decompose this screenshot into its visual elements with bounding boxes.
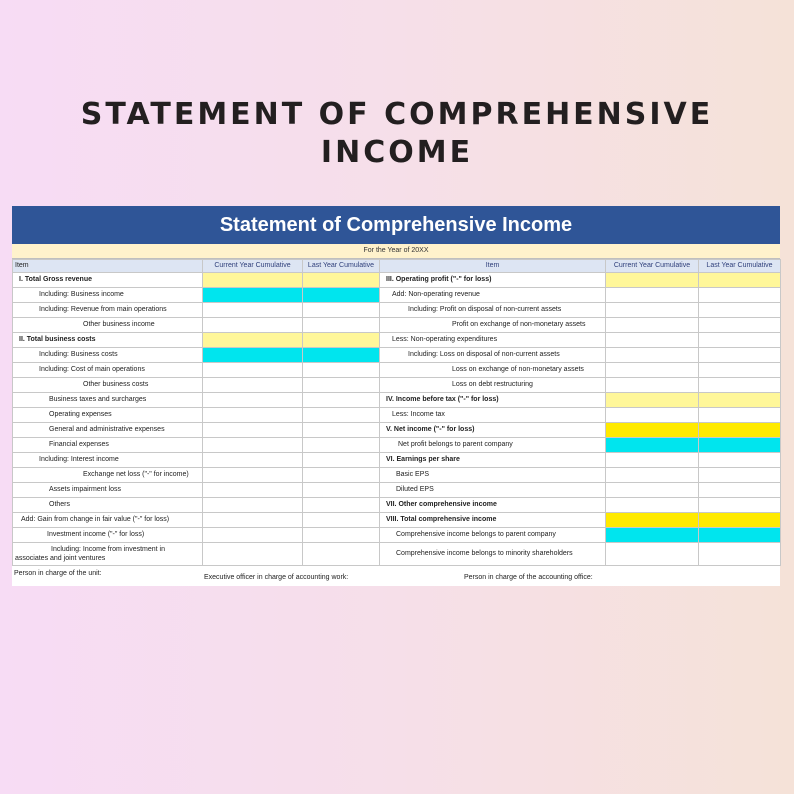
row-label-right: V. Net income ("-" for loss) (380, 423, 606, 438)
footer-unit-label: Person in charge of the unit: (14, 570, 102, 577)
cell-current-right[interactable] (606, 423, 699, 438)
cell-current-right[interactable] (606, 513, 699, 528)
table-row (13, 423, 781, 438)
cell-last-left[interactable] (303, 543, 380, 566)
table-row (13, 438, 781, 453)
cell-last-left[interactable] (303, 483, 380, 498)
row-label-left: Including: Business income (13, 288, 203, 303)
cell-current-left[interactable] (203, 438, 303, 453)
cell-last-right[interactable] (699, 453, 781, 468)
headline-line-2: INCOME (320, 135, 474, 170)
cell-last-right[interactable] (699, 273, 781, 288)
sheet-title: Statement of Comprehensive Income (12, 206, 780, 244)
cell-current-right[interactable] (606, 348, 699, 363)
headline-line-1: STATEMENT OF COMPREHENSIVE (80, 97, 714, 132)
cell-last-left[interactable] (303, 333, 380, 348)
cell-last-right[interactable] (699, 393, 781, 408)
table-row (13, 468, 781, 483)
row-label-left: Investment income ("-" for loss) (13, 528, 203, 543)
cell-last-left[interactable] (303, 528, 380, 543)
cell-last-left[interactable] (303, 318, 380, 333)
header-last-right: Last Year Cumulative (699, 260, 781, 273)
row-label-right: IV. Income before tax ("-" for loss) (380, 393, 606, 408)
row-label-left: II. Total business costs (13, 333, 203, 348)
cell-current-right[interactable] (606, 363, 699, 378)
cell-last-left[interactable] (303, 498, 380, 513)
cell-current-left[interactable] (203, 513, 303, 528)
cell-current-right[interactable] (606, 378, 699, 393)
cell-last-left[interactable] (303, 303, 380, 318)
table-row (13, 273, 781, 288)
cell-last-left[interactable] (303, 468, 380, 483)
cell-current-right[interactable] (606, 543, 699, 566)
cell-current-right[interactable] (606, 498, 699, 513)
cell-last-left[interactable] (303, 438, 380, 453)
table-row (13, 318, 781, 333)
cell-current-right[interactable] (606, 468, 699, 483)
footer-executive-label: Executive officer in charge of accounting work: (204, 574, 349, 581)
page-headline (0, 96, 794, 172)
table-row (13, 348, 781, 363)
table-row (13, 513, 781, 528)
row-label-left-line-1: Including: Income from investment in (51, 546, 165, 553)
header-current-right: Current Year Cumulative (606, 260, 699, 273)
cell-last-right[interactable] (699, 483, 781, 498)
sheet-subtitle: For the Year of 20XX (12, 244, 780, 259)
cell-current-left[interactable] (203, 498, 303, 513)
cell-current-left[interactable] (203, 393, 303, 408)
cell-current-right[interactable] (606, 303, 699, 318)
table-row (13, 333, 781, 348)
cell-last-left[interactable] (303, 423, 380, 438)
cell-last-left[interactable] (303, 363, 380, 378)
signature-footer (12, 570, 780, 586)
cell-last-left[interactable] (303, 393, 380, 408)
header-current-left: Current Year Cumulative (203, 260, 303, 273)
cell-current-left[interactable] (203, 453, 303, 468)
cell-current-right[interactable] (606, 393, 699, 408)
cell-last-right[interactable] (699, 513, 781, 528)
cell-last-right[interactable] (699, 438, 781, 453)
cell-current-left[interactable] (203, 423, 303, 438)
row-label-left: Including: Interest income (13, 453, 203, 468)
cell-current-right[interactable] (606, 438, 699, 453)
cell-last-right[interactable] (699, 348, 781, 363)
cell-last-left[interactable] (303, 273, 380, 288)
table-row (13, 378, 781, 393)
cell-current-left[interactable] (203, 348, 303, 363)
cell-last-left[interactable] (303, 378, 380, 393)
row-label-left: Including: Cost of main operations (13, 363, 203, 378)
cell-current-left[interactable] (203, 468, 303, 483)
cell-last-right[interactable] (699, 288, 781, 303)
cell-last-left[interactable] (303, 513, 380, 528)
cell-last-right[interactable] (699, 498, 781, 513)
cell-last-left[interactable] (303, 408, 380, 423)
table-row (13, 408, 781, 423)
header-item-right: Item (380, 260, 606, 273)
header-item-left: Item (13, 260, 203, 273)
row-label-right: VII. Other comprehensive income (380, 498, 606, 513)
row-label-right: Loss on debt restructuring (380, 378, 606, 393)
row-label-right: Basic EPS (380, 468, 606, 483)
cell-current-left[interactable] (203, 528, 303, 543)
cell-last-right[interactable] (699, 303, 781, 318)
footer-office-label: Person in charge of the accounting office: (464, 574, 593, 581)
row-label-right: Including: Profit on disposal of non-current assets (380, 303, 606, 318)
cell-last-right[interactable] (699, 468, 781, 483)
row-label-left: Exchange net loss ("-" for income) (13, 468, 203, 483)
cell-current-right[interactable] (606, 408, 699, 423)
cell-last-right[interactable] (699, 423, 781, 438)
row-label-right: Less: Non-operating expenditures (380, 333, 606, 348)
cell-current-left[interactable] (203, 333, 303, 348)
cell-current-left[interactable] (203, 363, 303, 378)
cell-current-left[interactable] (203, 303, 303, 318)
row-label-left: Financial expenses (13, 438, 203, 453)
table-row (13, 288, 781, 303)
cell-current-right[interactable] (606, 273, 699, 288)
row-label-left: Business taxes and surcharges (13, 393, 203, 408)
row-label-right: Comprehensive income belongs to minority shareholders (380, 543, 606, 566)
cell-last-right[interactable] (699, 408, 781, 423)
cell-current-right[interactable] (606, 453, 699, 468)
row-label-right: VI. Earnings per share (380, 453, 606, 468)
cell-current-left[interactable] (203, 408, 303, 423)
table-row (13, 483, 781, 498)
cell-last-right[interactable] (699, 333, 781, 348)
row-label-right: Add: Non-operating revenue (380, 288, 606, 303)
cell-current-left[interactable] (203, 288, 303, 303)
cell-last-left[interactable] (303, 453, 380, 468)
cell-current-right[interactable] (606, 528, 699, 543)
cell-last-left[interactable] (303, 348, 380, 363)
table-row (13, 453, 781, 468)
cell-last-right[interactable] (699, 543, 781, 566)
row-label-left: Including: Business costs (13, 348, 203, 363)
row-label-right: Comprehensive income belongs to parent company (380, 528, 606, 543)
row-label-right: Diluted EPS (380, 483, 606, 498)
cell-last-right[interactable] (699, 363, 781, 378)
cell-current-left[interactable] (203, 318, 303, 333)
cell-last-right[interactable] (699, 528, 781, 543)
table-row (13, 498, 781, 513)
table-row (13, 303, 781, 318)
table-header (13, 260, 781, 273)
cell-last-left[interactable] (303, 288, 380, 303)
cell-last-right[interactable] (699, 378, 781, 393)
statement-table (12, 259, 781, 566)
row-label-right: Profit on exchange of non-monetary assets (380, 318, 606, 333)
row-label-left: Other business income (13, 318, 203, 333)
cell-current-left[interactable] (203, 273, 303, 288)
row-label-left-line-2: associates and joint ventures (15, 555, 106, 562)
row-label-left: I. Total Gross revenue (13, 273, 203, 288)
cell-current-right[interactable] (606, 318, 699, 333)
table-row (13, 528, 781, 543)
row-label-left: Including: Revenue from main operations (13, 303, 203, 318)
cell-current-right[interactable] (606, 333, 699, 348)
row-label-left: Operating expenses (13, 408, 203, 423)
row-label-left: Add: Gain from change in fair value ("-" for loss) (13, 513, 203, 528)
header-last-left: Last Year Cumulative (303, 260, 380, 273)
table-row (13, 543, 781, 566)
row-label-left (13, 543, 203, 566)
table-row (13, 393, 781, 408)
row-label-left: General and administrative expenses (13, 423, 203, 438)
cell-current-right[interactable] (606, 288, 699, 303)
row-label-right: Including: Loss on disposal of non-current assets (380, 348, 606, 363)
row-label-right: III. Operating profit ("-" for loss) (380, 273, 606, 288)
row-label-right: Less: Income tax (380, 408, 606, 423)
row-label-right: Net profit belongs to parent company (380, 438, 606, 453)
row-label-right: Loss on exchange of non-monetary assets (380, 363, 606, 378)
row-label-left: Assets impairment loss (13, 483, 203, 498)
cell-current-left[interactable] (203, 483, 303, 498)
cell-current-left[interactable] (203, 543, 303, 566)
row-label-left: Other business costs (13, 378, 203, 393)
cell-current-left[interactable] (203, 378, 303, 393)
row-label-right: VIII. Total comprehensive income (380, 513, 606, 528)
cell-last-right[interactable] (699, 318, 781, 333)
table-row (13, 363, 781, 378)
cell-current-right[interactable] (606, 483, 699, 498)
row-label-left: Others (13, 498, 203, 513)
spreadsheet (12, 206, 780, 586)
